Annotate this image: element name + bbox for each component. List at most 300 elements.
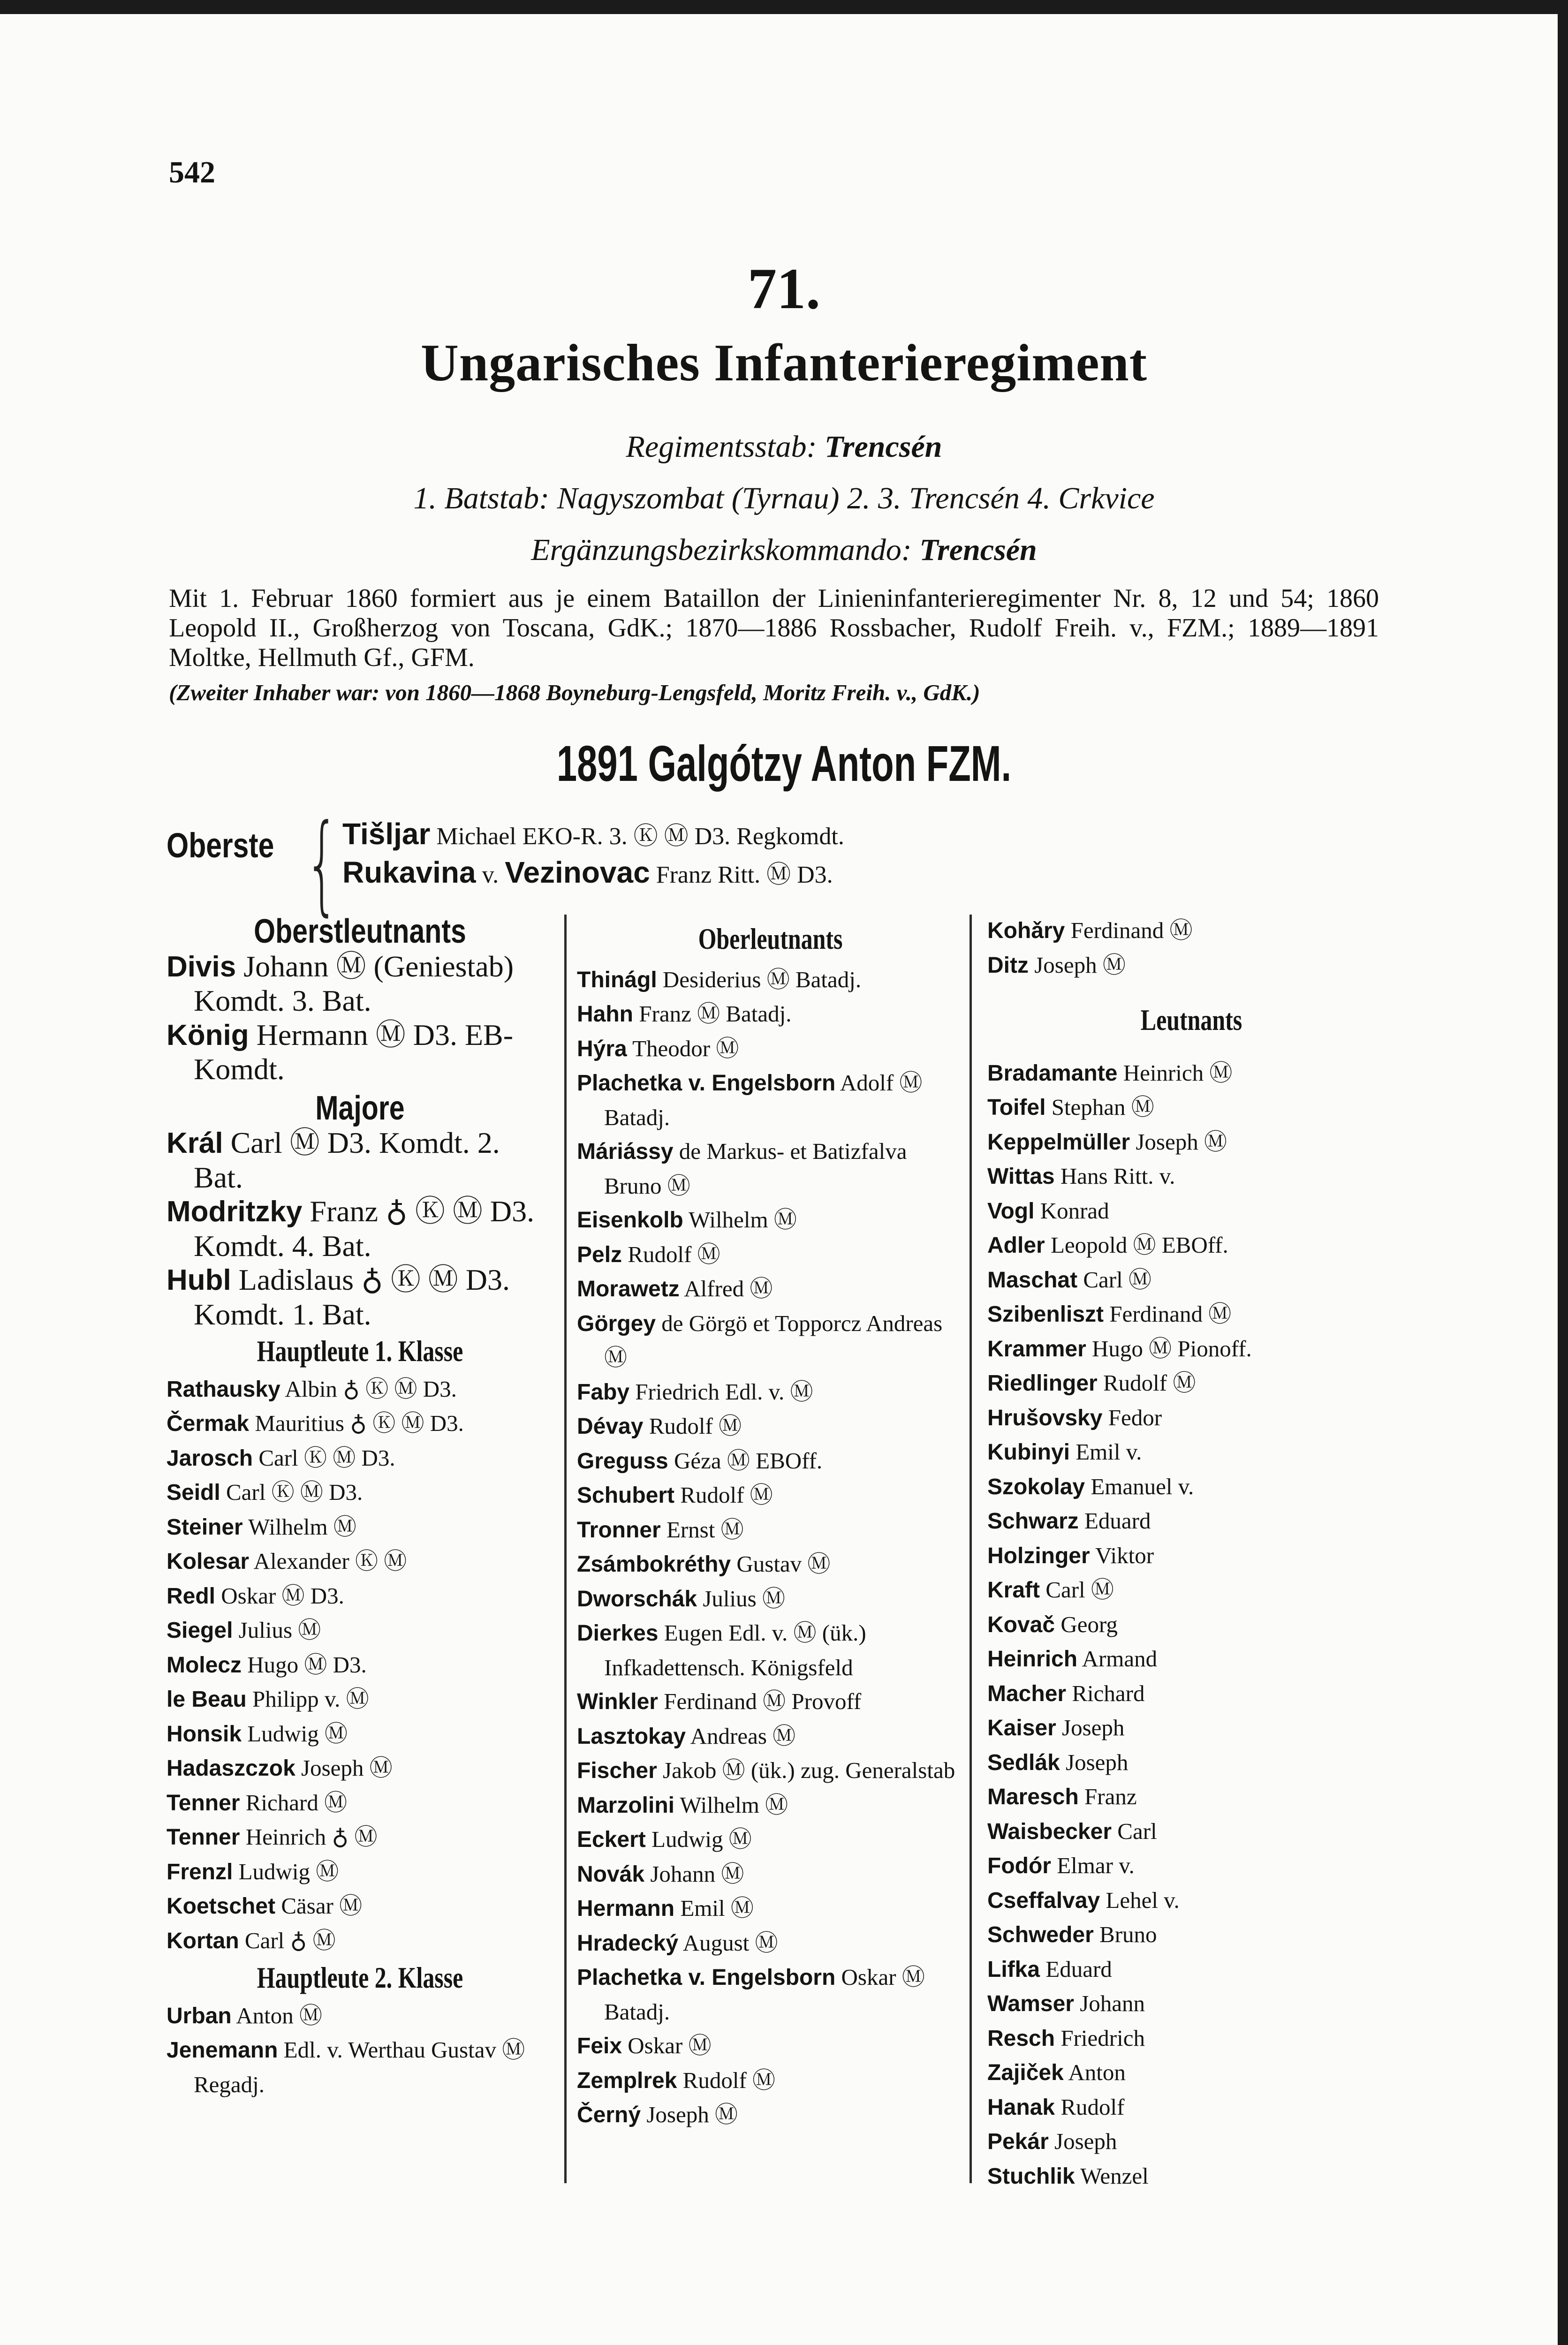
list-item: [577, 1926, 964, 1961]
list-item: [987, 1849, 1395, 1884]
officer-name: Fischer: [577, 1758, 657, 1783]
list-item: [577, 2029, 964, 2064]
list-item: [987, 1815, 1395, 1849]
heading-hauptleute-1: Hauptleute 1. Klasse: [257, 1334, 463, 1368]
heading-hauptleute-2: Hauptleute 2. Klasse: [257, 1961, 463, 1994]
list-item: [987, 1987, 1395, 2021]
officer-name: Marzolini: [577, 1793, 675, 1818]
officer-name: Holzinger: [987, 1543, 1090, 1568]
officer-name: Kovač: [987, 1612, 1055, 1637]
officer-details: Joseph Ⓜ: [646, 2102, 738, 2127]
list-item: [987, 1711, 1395, 1746]
officer-name: Adler: [987, 1233, 1045, 1258]
officer-details: Ludwig Ⓜ: [247, 1720, 348, 1747]
officer-details: Gustav Ⓜ: [736, 1551, 831, 1577]
officer-name: Sedlák: [987, 1750, 1060, 1775]
column-middle: [577, 914, 964, 2133]
officer-details: Desiderius Ⓜ Batadj.: [662, 966, 862, 992]
list-item: [987, 1504, 1395, 1539]
list-item: [987, 1677, 1395, 1711]
list-item: [167, 1889, 553, 1924]
list-item: [577, 1891, 964, 1926]
officer-details: Johann: [1080, 1990, 1145, 2016]
heading-leutnants: Leutnants: [1140, 1003, 1242, 1036]
officer-details: Franz ♁ Ⓚ Ⓜ D3. Komdt. 4. Bat.: [194, 1195, 535, 1263]
officer-name: Kolesar: [167, 1549, 250, 1574]
officer-details: Alfred Ⓜ: [684, 1276, 773, 1301]
officer-name: Resch: [987, 2026, 1055, 2051]
list-item: [167, 1018, 553, 1087]
officer-details: Emil Ⓜ: [680, 1895, 754, 1921]
officer-name: Ditz: [987, 953, 1029, 978]
officer-name: Hrušovsky: [987, 1405, 1103, 1430]
officer-name: Pekár: [987, 2129, 1049, 2154]
officer-details: Bruno: [1099, 1921, 1157, 1947]
oberst-particle: v.: [482, 862, 499, 888]
list-item: [987, 1470, 1395, 1505]
list-item: [987, 1884, 1395, 1918]
regimentsstab-label: Regimentsstab:: [626, 430, 817, 464]
list-item: [987, 1194, 1395, 1229]
list-item: [167, 1717, 553, 1752]
officer-name: Hanak: [987, 2095, 1055, 2120]
heading-majore: Majore: [315, 1089, 405, 1127]
list-hauptleute-1: [167, 1372, 553, 1959]
officer-name: Hýra: [577, 1036, 627, 1061]
officer-details: Cäsar Ⓜ: [281, 1893, 363, 1919]
list-item: [577, 1547, 964, 1582]
officer-details: Emanuel v.: [1091, 1473, 1194, 1499]
officer-name: Tenner: [167, 1790, 240, 1815]
list-item: [987, 1159, 1395, 1194]
officer-name: Maschat: [987, 1267, 1078, 1293]
list-oberleutnants-continued: [987, 914, 1395, 983]
page-number: 542: [169, 155, 215, 189]
oberst-name-2: Vezinovac: [505, 855, 650, 889]
list-item: [987, 1952, 1395, 1987]
officer-details: Fedor: [1108, 1404, 1162, 1430]
oberst-entry: [342, 816, 844, 851]
officer-name: Schwarz: [987, 1509, 1079, 1534]
list-item: [987, 2090, 1395, 2125]
officer-name: Siegel: [167, 1618, 233, 1643]
officer-name: Szokolay: [987, 1474, 1085, 1499]
officer-name: Král: [167, 1127, 223, 1159]
officer-details: Ladislaus ♁ Ⓚ Ⓜ D3. Komdt. 1. Bat.: [194, 1263, 510, 1331]
list-item: [577, 1582, 964, 1617]
officer-name: Zsámbokréthy: [577, 1552, 731, 1577]
officer-name: Lifka: [987, 1957, 1040, 1982]
column-divider: [970, 915, 972, 2183]
officer-name: Thinágl: [577, 967, 657, 992]
list-item: [577, 1960, 964, 2029]
list-item: [577, 1307, 964, 1375]
officer-name: Lasztokay: [577, 1724, 686, 1749]
list-item: [167, 1475, 553, 1510]
list-item: [987, 1366, 1395, 1401]
list-item: [167, 1820, 553, 1855]
officer-name: Redl: [167, 1583, 216, 1609]
list-item: [167, 1999, 553, 2034]
officer-details: Joseph: [1066, 1749, 1129, 1775]
list-item: [577, 1719, 964, 1754]
list-item: [987, 1642, 1395, 1677]
officer-details: Georg: [1060, 1611, 1118, 1637]
list-item: [167, 1682, 553, 1717]
officer-details: Carl Ⓚ Ⓜ D3.: [226, 1479, 363, 1505]
officer-details: Oskar Ⓜ Batadj.: [604, 1964, 925, 2025]
list-item: [577, 1788, 964, 1823]
list-item: [987, 1539, 1395, 1573]
list-item: [577, 2098, 964, 2133]
officer-name: Heinrich: [987, 1647, 1078, 1672]
officer-details: Hermann Ⓜ D3. EB-Komdt.: [194, 1018, 514, 1086]
officer-details: Rudolf Ⓜ: [680, 1482, 773, 1508]
list-item: [987, 1297, 1395, 1332]
officer-name: Steiner: [167, 1514, 243, 1540]
officer-name: Cseffalvay: [987, 1888, 1100, 1913]
officer-name: Faby: [577, 1379, 630, 1405]
officer-details: Ferdinand Ⓜ Provoff: [664, 1688, 862, 1714]
batstab-line: 1. Batstab: Nagyszombat (Tyrnau) 2. 3. Trencsén 4. Crkvice: [413, 481, 1155, 515]
officer-details: Joseph Ⓜ: [1034, 952, 1126, 978]
officer-details: Armand: [1082, 1646, 1158, 1672]
officer-details: Alexander Ⓚ Ⓜ: [253, 1548, 407, 1574]
officer-details: Carl ♁ Ⓜ: [244, 1927, 336, 1953]
officer-details: Konrad: [1040, 1197, 1109, 1224]
officer-name: le Beau: [167, 1687, 247, 1712]
list-leutnants: [987, 1056, 1395, 2194]
oberst-name: Tišljar: [342, 817, 431, 851]
list-item: [577, 1685, 964, 1719]
officer-name: Hermann: [577, 1896, 675, 1921]
officer-name: Wamser: [987, 1991, 1074, 2016]
list-item: [577, 1203, 964, 1238]
officer-name: Waisbecker: [987, 1819, 1112, 1844]
list-item: [987, 1435, 1395, 1470]
list-item: [987, 1332, 1395, 1367]
officer-details: Anton Ⓜ: [236, 2002, 322, 2028]
list-item: [987, 2056, 1395, 2090]
officer-details: Albin ♁ Ⓚ Ⓜ D3.: [285, 1376, 457, 1402]
regimentsstab-line: [0, 429, 1568, 465]
officer-details: Wilhelm Ⓜ: [248, 1513, 356, 1540]
officer-name: Görgey: [577, 1311, 656, 1336]
officer-name: Kubinyi: [987, 1440, 1070, 1465]
list-item: [577, 1754, 964, 1788]
officer-details: Hugo Ⓜ Pionoff.: [1092, 1335, 1252, 1362]
officer-name: Morawetz: [577, 1277, 680, 1301]
officer-name: Maresch: [987, 1785, 1079, 1809]
officer-name: König: [167, 1019, 249, 1051]
officer-details: Eduard: [1045, 1956, 1112, 1982]
list-item: [167, 1648, 553, 1683]
list-item: [987, 1573, 1395, 1608]
officer-details: de Görgö et Topporcz Andreas Ⓜ: [604, 1310, 943, 1370]
officer-details: Franz Ⓜ Batadj.: [639, 1001, 792, 1027]
officer-details: Viktor: [1095, 1542, 1154, 1568]
officer-details: Ludwig Ⓜ: [651, 1826, 752, 1852]
list-item: [577, 1135, 964, 1203]
list-item: [987, 1056, 1395, 1091]
officer-details: Carl Ⓜ D3. Komdt. 2. Bat.: [194, 1126, 500, 1194]
list-item: [577, 1616, 964, 1685]
officer-name: Wittas: [987, 1164, 1055, 1189]
officer-name: Tenner: [167, 1825, 240, 1850]
regimentsstab-place: Trencsén: [824, 430, 942, 464]
officer-name: Urban: [167, 2003, 232, 2028]
list-item: [167, 950, 553, 1018]
officer-name: Molecz: [167, 1652, 242, 1678]
list-item: [577, 1238, 964, 1272]
officer-name: Honsik: [167, 1721, 242, 1747]
officer-details: Richard Ⓜ: [245, 1789, 348, 1815]
officer-name: Čermak: [167, 1411, 250, 1436]
list-item: [577, 1857, 964, 1892]
officer-details: Wenzel: [1080, 2163, 1149, 2189]
list-item: [987, 1608, 1395, 1642]
list-item: [167, 1441, 553, 1476]
list-item: [167, 1855, 553, 1890]
second-owner-note: (Zweiter Inhaber war: von 1860—1868 Boyneburg-Lengsfeld, Moritz Freih. v., GdK.): [169, 680, 980, 705]
regiment-owner: 1891 Galgótzy Anton FZM.: [556, 735, 1012, 792]
column-left: [167, 914, 553, 2102]
officer-details: Eugen Edl. v. Ⓜ (ük.) Infkadettensch. Königsfeld: [604, 1620, 866, 1680]
ergaenzung-label: Ergänzungsbezirkskommando:: [531, 533, 912, 567]
list-item: [577, 1375, 964, 1410]
list-item: [987, 948, 1395, 983]
list-item: [987, 2125, 1395, 2159]
officer-name: Máriássy: [577, 1139, 674, 1164]
officer-name: Jenemann: [167, 2038, 278, 2063]
list-item: [577, 1444, 964, 1479]
oberst-name: Rukavina: [342, 855, 476, 889]
list-item: [167, 1786, 553, 1821]
list-item: [987, 1228, 1395, 1263]
officer-name: Černý: [577, 2103, 641, 2127]
officer-details: Theodor Ⓜ: [632, 1035, 739, 1061]
list-oberstleutnants: [167, 950, 553, 1087]
officer-details: Lehel v.: [1106, 1887, 1180, 1913]
list-item: [987, 1125, 1395, 1160]
officer-details: Friedrich Edl. v. Ⓜ: [635, 1378, 813, 1405]
officer-name: Kortan: [167, 1928, 239, 1953]
officer-details: Joseph Ⓜ: [1136, 1128, 1227, 1155]
list-hauptleute-2: [167, 1999, 553, 2102]
officer-details: Julius Ⓜ: [238, 1617, 321, 1643]
officer-details: Edl. v. Werthau Gustav Ⓜ Regadj.: [194, 2037, 525, 2097]
officer-name: Frenzl: [167, 1859, 233, 1884]
list-item: [577, 997, 964, 1032]
regiment-number: 71.: [748, 257, 820, 321]
list-item: [577, 1032, 964, 1067]
officer-details: Johann Ⓜ: [650, 1861, 744, 1887]
list-item: [167, 1126, 553, 1195]
list-item: [987, 2159, 1395, 2194]
officer-details: Richard: [1072, 1680, 1145, 1706]
officer-details: Philipp v. Ⓜ: [252, 1686, 369, 1712]
officer-details: Hans Ritt. v.: [1060, 1163, 1175, 1189]
officer-details: Johann Ⓜ (Geniestab) Komdt. 3. Bat.: [194, 949, 514, 1017]
list-item: [577, 1409, 964, 1444]
list-item: [167, 1751, 553, 1786]
officer-details: Leopold Ⓜ EBOff.: [1050, 1232, 1228, 1258]
officer-details: Rudolf: [1060, 2094, 1125, 2120]
officer-name: Stuchlik: [987, 2163, 1075, 2189]
officer-name: Eckert: [577, 1827, 646, 1852]
officer-name: Macher: [987, 1681, 1067, 1706]
list-majore: [167, 1126, 553, 1331]
list-item: [167, 1195, 553, 1263]
officer-name: Schubert: [577, 1483, 675, 1508]
ergaenzung-place: Trencsén: [919, 533, 1037, 567]
list-item: [577, 1272, 964, 1307]
officer-name: Dévay: [577, 1414, 644, 1439]
officer-details: Anton: [1068, 2059, 1126, 2085]
officer-details: Rudolf Ⓜ: [1103, 1370, 1196, 1396]
officer-name: Vogl: [987, 1198, 1035, 1224]
list-item: [987, 1746, 1395, 1780]
officer-name: Schweder: [987, 1922, 1094, 1947]
list-item: [577, 1478, 964, 1513]
list-item: [167, 1924, 553, 1959]
officer-details: Julius Ⓜ: [703, 1585, 785, 1611]
list-item: [167, 1372, 553, 1407]
officer-name: Bradamante: [987, 1060, 1118, 1086]
scan-border-top: [0, 0, 1568, 14]
officer-details: Franz: [1084, 1784, 1137, 1809]
officer-name: Hahn: [577, 1002, 633, 1027]
list-item: [987, 1263, 1395, 1298]
oberst-entry: [342, 855, 833, 890]
officer-name: Greguss: [577, 1448, 668, 1474]
officer-name: Szibenliszt: [987, 1302, 1104, 1327]
oberste-label: Oberste: [167, 826, 274, 865]
officer-name: Krammer: [987, 1336, 1086, 1362]
officer-details: Joseph Ⓜ: [301, 1755, 393, 1781]
officer-details: Adolf Ⓜ Batadj.: [604, 1070, 923, 1130]
officer-details: Elmar v.: [1057, 1853, 1135, 1878]
officer-name: Hadaszczok: [167, 1756, 295, 1781]
officer-name: Dworschák: [577, 1586, 697, 1611]
list-item: [577, 1823, 964, 1857]
officer-details: Stephan Ⓜ: [1051, 1094, 1154, 1120]
officer-details: Ludwig Ⓜ: [238, 1858, 339, 1884]
officer-details: Joseph: [1054, 2128, 1117, 2154]
officer-name: Pelz: [577, 1242, 622, 1267]
officer-details: Ernst Ⓜ: [666, 1516, 744, 1543]
officer-details: Carl Ⓚ Ⓜ D3.: [258, 1445, 395, 1471]
heading-oberleutnants: Oberleutnants: [698, 922, 843, 955]
officer-name: Fodór: [987, 1853, 1051, 1878]
officer-name: Hubl: [167, 1264, 231, 1296]
officer-name: Divis: [167, 950, 236, 983]
officer-details: Rudolf Ⓜ: [628, 1241, 720, 1267]
officer-name: Kraft: [987, 1578, 1040, 1603]
officer-details: Mauritius ♁ Ⓚ Ⓜ D3.: [255, 1410, 464, 1436]
list-oberleutnants: [577, 963, 964, 2133]
list-item: [167, 1263, 553, 1331]
officer-details: Eduard: [1084, 1508, 1151, 1534]
officer-name: Dierkes: [577, 1621, 659, 1646]
officer-details: Géza Ⓜ EBOff.: [674, 1447, 823, 1474]
officer-name: Eisenkolb: [577, 1208, 683, 1233]
officer-details: Oskar Ⓜ: [628, 2033, 712, 2058]
officer-name: Keppelmüller: [987, 1129, 1130, 1155]
list-item: [577, 2064, 964, 2098]
officer-details: Oskar Ⓜ D3.: [221, 1582, 344, 1609]
regiment-title: Ungarisches Infanterieregiment: [421, 334, 1147, 392]
officer-details: Ferdinand Ⓜ: [1109, 1301, 1232, 1327]
officer-details: August Ⓜ: [682, 1929, 778, 1956]
officer-name: Toifel: [987, 1095, 1046, 1120]
officer-details: Joseph: [1062, 1715, 1125, 1740]
list-item: [167, 2033, 553, 2102]
officer-name: Tronner: [577, 1517, 661, 1543]
officer-details: Ferdinand Ⓜ: [1070, 917, 1193, 943]
officer-name: Zemplrek: [577, 2068, 677, 2093]
list-item: [167, 1510, 553, 1545]
list-item: [987, 1090, 1395, 1125]
list-item: [167, 1407, 553, 1441]
officer-name: Hradecký: [577, 1930, 679, 1956]
officer-name: Zajiček: [987, 2060, 1064, 2085]
officer-name: Koetschet: [167, 1894, 276, 1919]
officer-name: Seidl: [167, 1480, 220, 1505]
officer-name: Plachetka v. Engelsborn: [577, 1965, 836, 1990]
list-item: [987, 1918, 1395, 1952]
officer-name: Jarosch: [167, 1445, 253, 1471]
officer-name: Rathausky: [167, 1377, 280, 1402]
officer-details: Rudolf Ⓜ: [682, 2067, 776, 2093]
officer-details: Wilhelm Ⓜ: [680, 1792, 788, 1818]
officer-details: Carl Ⓜ: [1045, 1577, 1114, 1603]
list-item: [987, 1401, 1395, 1436]
list-item: [987, 1780, 1395, 1815]
officer-details: de Markus- et Batizfalva Bruno Ⓜ: [604, 1138, 907, 1199]
oberst-details: Michael EKO-R. 3. Ⓚ Ⓜ D3. Regkomdt.: [436, 823, 844, 850]
officer-details: Jakob Ⓜ (ük.) zug. Generalstab: [663, 1757, 955, 1783]
list-item: [167, 1544, 553, 1579]
officer-name: Kaiser: [987, 1716, 1056, 1740]
list-item: [167, 1613, 553, 1648]
brace-icon: {: [305, 802, 340, 927]
officer-details: Andreas Ⓜ: [690, 1723, 796, 1749]
officer-name: Feix: [577, 2034, 622, 2058]
officer-details: Emil v.: [1076, 1439, 1142, 1465]
officer-details: Rudolf Ⓜ: [649, 1413, 742, 1439]
officer-details: Hugo Ⓜ D3.: [247, 1651, 367, 1678]
officer-name: Riedlinger: [987, 1371, 1098, 1396]
heading-oberstleutnants: Oberstleutnants: [254, 913, 466, 950]
list-item: [577, 963, 964, 998]
officer-details: Heinrich Ⓜ: [1123, 1059, 1233, 1086]
column-divider: [564, 915, 567, 2183]
list-item: [167, 1579, 553, 1614]
list-item: [987, 2021, 1395, 2056]
ergaenzung-line: [0, 532, 1568, 568]
officer-name: Plachetka v. Engelsborn: [577, 1071, 836, 1096]
officer-details: Friedrich: [1060, 2025, 1145, 2051]
officer-name: Winkler: [577, 1689, 658, 1714]
officer-details: Heinrich ♁ Ⓜ: [245, 1824, 378, 1850]
officer-details: Carl Ⓜ: [1083, 1266, 1151, 1293]
regiment-history: Mit 1. Februar 1860 formiert aus je einem Bataillon der Linieninfanterieregimenter Nr. 8, 12 und 54; 1860 Leopold II., Großherzog von Toscana, GdK.; 1870—1886 Rossbacher, Rudolf Freih. v., FZM.; 1889—1891 Moltke, Hellmuth Gf., GFM.: [169, 584, 1379, 672]
officer-name: Novák: [577, 1861, 645, 1887]
officer-details: Carl: [1117, 1818, 1157, 1844]
oberst-details: Franz Ritt. Ⓜ D3.: [656, 862, 833, 888]
column-right: [987, 914, 1395, 2194]
